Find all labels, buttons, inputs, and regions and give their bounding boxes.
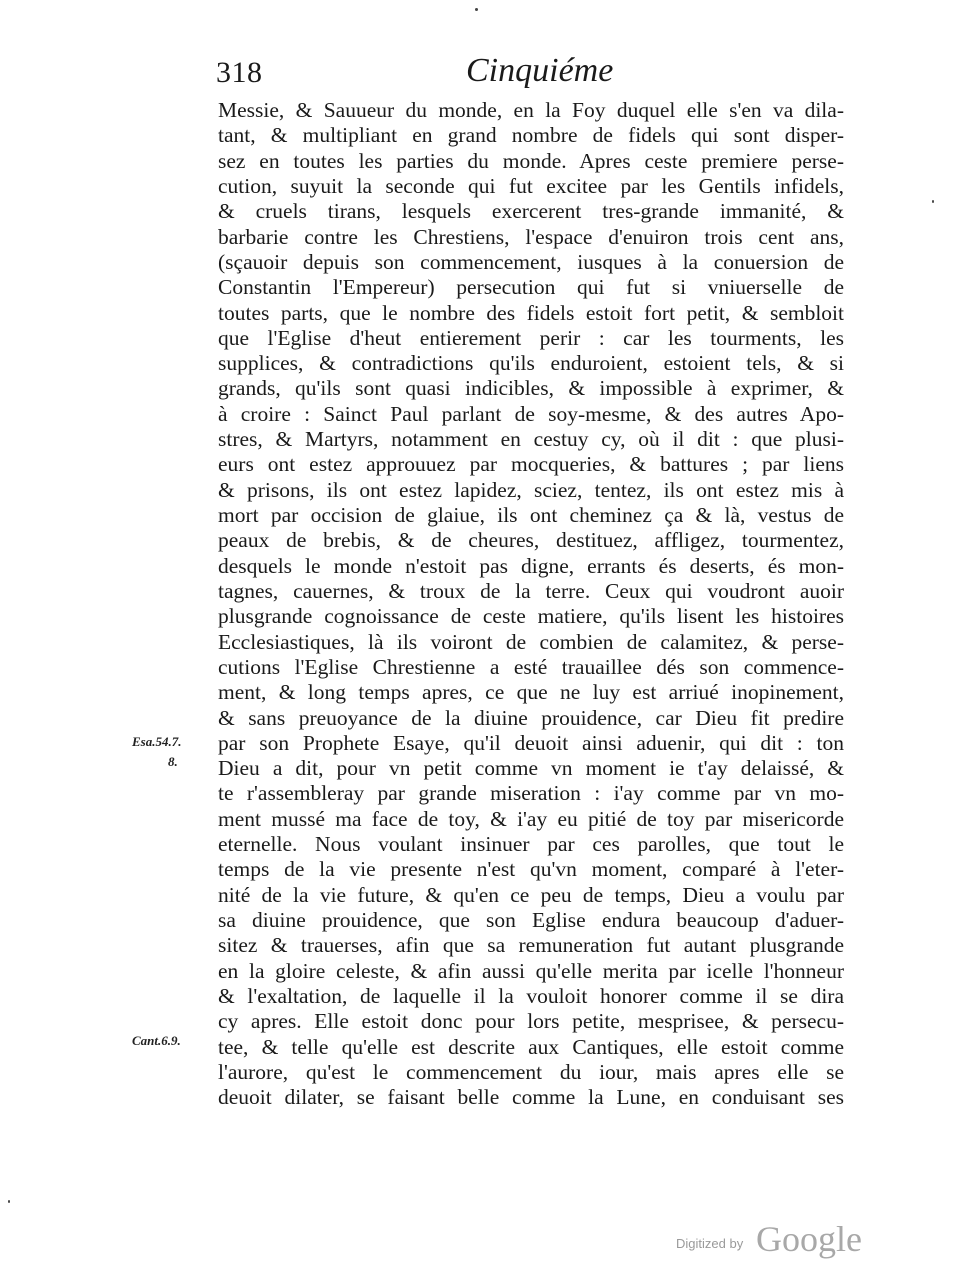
text-line: tagnes, cauernes, & troux de la terre. Ceux qui voudront auoir [218, 578, 844, 603]
text-line: que l'Eglise d'heut entierement perir : car les tourments, les [218, 325, 844, 350]
text-line: en la gloire celeste, & afin aussi qu'elle merita par icelle l'honneur [218, 958, 844, 983]
scan-speck [475, 8, 478, 11]
running-head: Cinquiéme [466, 52, 614, 89]
scan-speck [932, 200, 934, 203]
text-line: Ecclesiastiques, là ils voiront de combien de calamitez, & perse- [218, 629, 844, 654]
text-line: eternelle. Nous voulant insinuer par ces parolles, que tout le [218, 832, 844, 857]
text-line: plusgrande cognoissance de ceste matiere, qu'ils lisent les histoires [218, 604, 844, 629]
text-line: eurs ont estez approuuez par mocqueries, & battures ; par liens [218, 452, 844, 477]
text-line: cution, suyuit la seconde qui fut excitee par les Gentils infidels, [218, 173, 844, 198]
text-line: barbarie contre les Chrestiens, l'espace d'enuiron trois cent ans, [218, 224, 844, 249]
text-line: & prisons, ils ont estez lapidez, sciez, tentez, ils ont estez mis à [218, 477, 844, 502]
margin-note-cantiques: Cant.6.9. [132, 1033, 181, 1048]
text-line: Dieu a dit, pour vn petit comme vn moment ie t'ay delaissé, & [218, 756, 844, 781]
text-line: ment mussé ma face de toy, & i'ay eu pitié de toy par misericorde [218, 806, 844, 831]
text-line: à croire : Sainct Paul parlant de soy-mesme, & des autres Apo- [218, 401, 844, 426]
page-number: 318 [216, 56, 263, 89]
text-line: par son Prophete Esaye, qu'il deuoit ainsi aduenir, qui dit : ton [218, 730, 844, 755]
scan-speck [8, 1200, 10, 1203]
page-header [216, 52, 841, 96]
text-line: nité de la vie future, & qu'en ce peu de temps, Dieu a voulu par [218, 882, 844, 907]
text-line: (sçauoir depuis son commencement, iusques à la conuersion de [218, 249, 844, 274]
margin-note-esaye: Esa.54.7. [132, 734, 182, 749]
text-line: tee, & telle qu'elle est descrite aux Cantiques, elle estoit comme [218, 1034, 844, 1059]
text-line: & sans preuoyance de la diuine prouidence, car Dieu fit predire [218, 705, 844, 730]
text-line: desquels le monde n'estoit pas digne, errants és deserts, és mon- [218, 553, 844, 578]
text-line: tant, & multipliant en grand nombre de fidels qui sont disper- [218, 123, 844, 148]
text-line: peaux de brebis, & de cheures, destituez, affligez, tourmentez, [218, 528, 844, 553]
text-line: deuoit dilater, se faisant belle comme la Lune, en conduisant ses [218, 1085, 844, 1110]
text-line: ment, & long temps apres, ce que ne luy est arriué inopinement, [218, 680, 844, 705]
text-line: temps de la vie presente n'est qu'vn moment, comparé à l'eter- [218, 857, 844, 882]
watermark-logo: Google [756, 1219, 862, 1259]
text-line: & cruels tirans, lesquels exercerent tres-grande immanité, & [218, 199, 844, 224]
digitized-watermark [676, 1218, 876, 1262]
text-line: l'aurore, qu'est le commencement du iour, mais apres elle se [218, 1059, 844, 1084]
text-line: cy apres. Elle estoit donc pour lors petite, mesprisee, & persecu- [218, 1009, 844, 1034]
text-line: Constantin l'Empereur) persecution qui fut si vniuerselle de [218, 275, 844, 300]
text-line: stres, & Martyrs, notamment en cestuy cy, où il dit : que plusi- [218, 427, 844, 452]
text-line: sa diuine prouidence, que son Eglise endura beaucoup d'aduer- [218, 908, 844, 932]
text-line: sez en toutes les parties du monde. Apres ceste premiere perse- [218, 148, 844, 173]
text-line: Messie, & Sauueur du monde, en la Foy duquel elle s'en va dila- [218, 98, 844, 122]
text-line: & l'exaltation, de laquelle il la vouloit honorer comme il se dira [218, 983, 844, 1008]
text-line: mort par occision de glaiue, ils ont cheminez ça & là, vestus de [218, 503, 844, 527]
margin-note-esaye-verse: 8. [168, 754, 178, 769]
watermark-prefix: Digitized by [676, 1236, 744, 1251]
text-line: grands, qu'ils sont quasi indicibles, & impossible à exprimer, & [218, 376, 844, 401]
text-line: toutes parts, que le nombre des fidels estoit fort petit, & sembloit [218, 300, 844, 325]
text-line: sitez & trauerses, afin que sa remuneration fut autant plusgrande [218, 933, 844, 958]
body-text [218, 98, 844, 1111]
text-line: te r'assembleray par grande miseration : i'ay comme par vn mo- [218, 781, 844, 806]
text-line: cutions l'Eglise Chrestienne a esté trauaillee dés son commence- [218, 654, 844, 679]
text-line: supplices, & contradictions qu'ils enduroient, estoient tels, & si [218, 351, 844, 376]
